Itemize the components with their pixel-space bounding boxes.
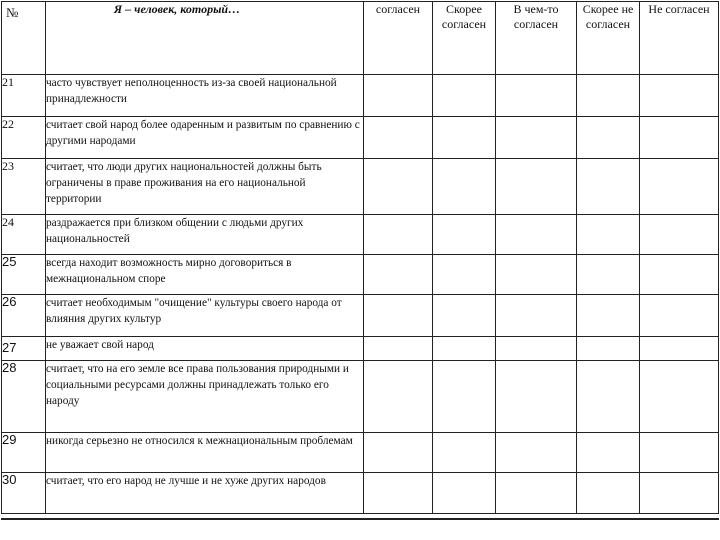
answer-cell-partly-agree[interactable] <box>496 255 577 295</box>
answer-cell-partly-agree[interactable] <box>496 361 577 433</box>
answer-cell-disagree[interactable] <box>640 215 719 255</box>
row-number: 28 <box>2 361 46 433</box>
table-row <box>2 337 719 361</box>
table-row <box>2 255 719 295</box>
row-number: 27 <box>2 337 46 361</box>
table-row <box>2 159 719 215</box>
row-number: 23 <box>2 159 46 215</box>
answer-cell-agree[interactable] <box>364 215 433 255</box>
answer-cell-partly-agree[interactable] <box>496 159 577 215</box>
answer-cell-disagree[interactable] <box>640 75 719 117</box>
answer-cell-rather-disagree[interactable] <box>577 75 640 117</box>
answer-cell-agree[interactable] <box>364 255 433 295</box>
answer-cell-disagree[interactable] <box>640 255 719 295</box>
row-number: 26 <box>2 295 46 337</box>
answer-cell-disagree[interactable] <box>640 117 719 159</box>
answer-cell-disagree[interactable] <box>640 473 719 514</box>
answer-cell-partly-agree[interactable] <box>496 337 577 361</box>
row-number: 25 <box>2 255 46 295</box>
survey-table <box>1 1 719 514</box>
answer-cell-agree[interactable] <box>364 361 433 433</box>
answer-cell-disagree[interactable] <box>640 337 719 361</box>
answer-cell-rather-disagree[interactable] <box>577 433 640 473</box>
row-number: 30 <box>2 473 46 514</box>
answer-cell-agree[interactable] <box>364 295 433 337</box>
answer-cell-rather-agree[interactable] <box>433 159 496 215</box>
answer-cell-rather-disagree[interactable] <box>577 337 640 361</box>
answer-cell-agree[interactable] <box>364 75 433 117</box>
option-header-partly-agree: В чем-то согласен <box>496 2 577 75</box>
answer-cell-rather-disagree[interactable] <box>577 255 640 295</box>
row-statement: раздражается при близком общении с людьми других национальностей <box>46 215 364 255</box>
answer-cell-agree[interactable] <box>364 117 433 159</box>
row-statement: не уважает свой народ <box>46 337 364 361</box>
row-statement: считает, что на его земле все права пользования природными и социальными ресурсами должны принадлежать только его народу <box>46 361 364 433</box>
answer-cell-agree[interactable] <box>364 159 433 215</box>
answer-cell-agree[interactable] <box>364 473 433 514</box>
answer-cell-disagree[interactable] <box>640 361 719 433</box>
table-row <box>2 117 719 159</box>
answer-cell-rather-disagree[interactable] <box>577 361 640 433</box>
table-bottom-rule <box>1 518 719 520</box>
header-row <box>2 2 719 75</box>
answer-cell-rather-agree[interactable] <box>433 117 496 159</box>
table-row <box>2 361 719 433</box>
row-number: 24 <box>2 215 46 255</box>
table-row <box>2 215 719 255</box>
answer-cell-partly-agree[interactable] <box>496 433 577 473</box>
row-statement: считает свой народ более одаренным и развитым по сравнению с другими народами <box>46 117 364 159</box>
answer-cell-rather-disagree[interactable] <box>577 117 640 159</box>
row-statement: считает необходимым "очищение" культуры своего народа от влияния других культур <box>46 295 364 337</box>
option-header-disagree: Не согласен <box>640 2 719 75</box>
answer-cell-rather-disagree[interactable] <box>577 159 640 215</box>
answer-cell-rather-disagree[interactable] <box>577 473 640 514</box>
number-header: № <box>2 2 46 75</box>
answer-cell-partly-agree[interactable] <box>496 75 577 117</box>
answer-cell-partly-agree[interactable] <box>496 117 577 159</box>
answer-cell-rather-agree[interactable] <box>433 337 496 361</box>
row-number: 29 <box>2 433 46 473</box>
row-statement: часто чувствует неполноценность из-за своей национальной принадлежности <box>46 75 364 117</box>
answer-cell-rather-agree[interactable] <box>433 295 496 337</box>
answer-cell-agree[interactable] <box>364 337 433 361</box>
row-statement: считает, что люди других национальностей должны быть ограничены в праве проживания на его национальной территории <box>46 159 364 215</box>
row-statement: всегда находит возможность мирно договориться в межнациональном споре <box>46 255 364 295</box>
answer-cell-rather-agree[interactable] <box>433 255 496 295</box>
table-row <box>2 295 719 337</box>
row-number: 22 <box>2 117 46 159</box>
answer-cell-partly-agree[interactable] <box>496 215 577 255</box>
answer-cell-disagree[interactable] <box>640 433 719 473</box>
answer-cell-rather-agree[interactable] <box>433 433 496 473</box>
option-header-rather-agree: Скорее согласен <box>433 2 496 75</box>
option-header-rather-disagree: Скорее не согласен <box>577 2 640 75</box>
answer-cell-rather-agree[interactable] <box>433 361 496 433</box>
table-row <box>2 433 719 473</box>
answer-cell-partly-agree[interactable] <box>496 295 577 337</box>
answer-cell-agree[interactable] <box>364 433 433 473</box>
answer-cell-rather-agree[interactable] <box>433 75 496 117</box>
answer-cell-partly-agree[interactable] <box>496 473 577 514</box>
row-number: 21 <box>2 75 46 117</box>
answer-cell-disagree[interactable] <box>640 295 719 337</box>
answer-cell-rather-agree[interactable] <box>433 215 496 255</box>
answer-cell-rather-agree[interactable] <box>433 473 496 514</box>
table-row <box>2 75 719 117</box>
row-statement: считает, что его народ не лучше и не хуже других народов <box>46 473 364 514</box>
table-row <box>2 473 719 514</box>
answer-cell-disagree[interactable] <box>640 159 719 215</box>
option-header-agree: согласен <box>364 2 433 75</box>
answer-cell-rather-disagree[interactable] <box>577 295 640 337</box>
statement-header: Я – человек, который… <box>46 2 364 75</box>
row-statement: никогда серьезно не относился к межнациональным проблемам <box>46 433 364 473</box>
answer-cell-rather-disagree[interactable] <box>577 215 640 255</box>
